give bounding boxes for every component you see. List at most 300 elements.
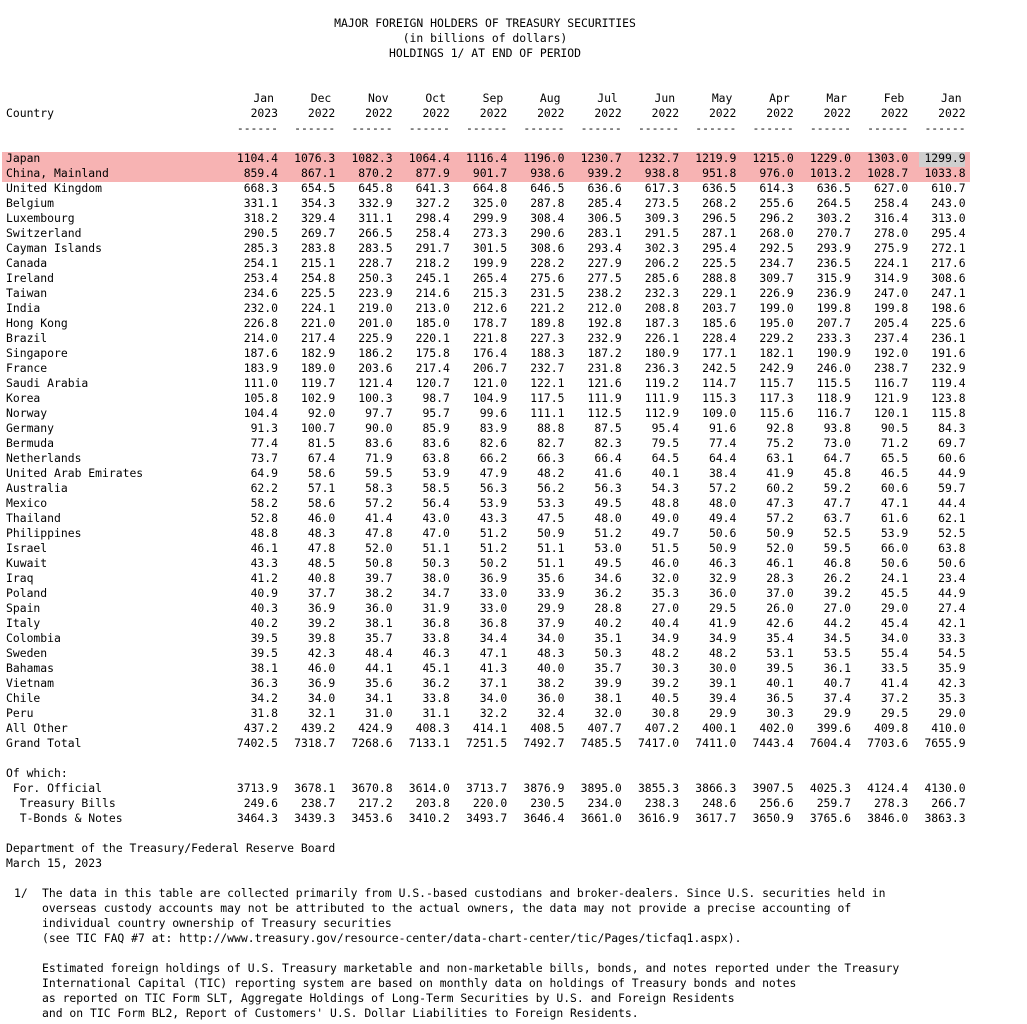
value-cell: 60.6 (938, 451, 966, 465)
value-cell: 292.5 (759, 241, 794, 255)
value-cell: 24.1 (880, 571, 909, 585)
subtotal-value-cell: 3713.9 (236, 781, 278, 795)
value-cell: 182.9 (301, 346, 336, 360)
column-separator: ------ (580, 121, 622, 135)
column-separator: ------ (294, 121, 336, 135)
country-name: Cayman Islands (6, 241, 103, 255)
value-cell: 283.8 (301, 241, 336, 255)
value-cell: 36.9 (307, 601, 336, 615)
value-cell: 36.5 (766, 691, 794, 705)
value-cell: 32.9 (708, 571, 737, 585)
value-cell: 52.0 (365, 541, 393, 555)
value-cell: 26.0 (766, 601, 794, 615)
column-separator: ------ (351, 121, 393, 135)
value-cell: 34.0 (880, 631, 909, 645)
value-cell: 636.5 (702, 181, 737, 195)
country-name: Taiwan (6, 286, 48, 300)
value-cell: 191.6 (931, 346, 966, 360)
value-cell: 34.4 (479, 631, 508, 645)
value-cell: 938.6 (530, 166, 565, 180)
country-name: Spain (6, 601, 41, 615)
value-cell: 38.1 (250, 661, 278, 675)
subtotal-value-cell: 266.7 (931, 796, 966, 810)
value-cell: 299.9 (472, 211, 508, 225)
value-cell: 48.2 (651, 646, 680, 660)
footnote-text-line: (see TIC FAQ #7 at: http://www.treasury.gov/resource-center/data-chart-center/tic/Pages/ticfaq1.aspx). (42, 931, 742, 945)
value-cell: 52.5 (823, 526, 851, 540)
country-name: Luxembourg (6, 211, 75, 225)
value-cell: 270.7 (816, 226, 851, 240)
value-cell: 111.1 (530, 406, 565, 420)
subtotal-value-cell: 3863.3 (924, 811, 966, 825)
value-cell: 208.8 (644, 301, 680, 315)
value-cell: 614.3 (759, 181, 794, 195)
value-cell: 27.4 (938, 601, 966, 615)
value-cell: 34.2 (250, 691, 278, 705)
value-cell: 7411.0 (695, 736, 737, 750)
value-cell: 28.3 (766, 571, 794, 585)
value-cell: 437.2 (243, 721, 278, 735)
value-cell: 65.5 (880, 451, 909, 465)
value-cell: 285.3 (243, 241, 278, 255)
column-header-year: 2022 (823, 106, 851, 120)
value-cell: 228.4 (702, 331, 737, 345)
value-cell: 7402.5 (236, 736, 278, 750)
value-cell: 303.2 (816, 211, 851, 225)
value-cell: 43.3 (250, 556, 278, 570)
value-cell: 58.3 (365, 481, 393, 495)
value-cell: 232.0 (243, 301, 278, 315)
value-cell: 77.4 (708, 436, 737, 450)
value-cell: 35.7 (365, 631, 393, 645)
country-name: Thailand (6, 511, 61, 525)
value-cell: 46.3 (422, 646, 450, 660)
value-cell: 38.1 (594, 691, 622, 705)
value-cell: 234.7 (759, 256, 794, 270)
value-cell: 79.5 (651, 436, 680, 450)
country-name: Poland (6, 586, 48, 600)
value-cell: 35.7 (594, 661, 622, 675)
value-cell: 29.9 (823, 706, 851, 720)
value-cell: 50.6 (880, 556, 909, 570)
value-cell: 71.2 (880, 436, 909, 450)
value-cell: 217.6 (931, 256, 966, 270)
value-cell: 664.8 (472, 181, 508, 195)
country-name: Bahamas (6, 661, 55, 675)
value-cell: 97.7 (365, 406, 393, 420)
value-cell: 277.5 (587, 271, 622, 285)
value-cell: 32.0 (651, 571, 680, 585)
subtotal-value-cell: 3907.5 (752, 781, 794, 795)
value-cell: 57.2 (766, 511, 794, 525)
column-header-year: 2022 (766, 106, 794, 120)
value-cell: 7485.5 (580, 736, 622, 750)
value-cell: 92.8 (766, 421, 794, 435)
value-cell: 236.3 (644, 361, 680, 375)
value-cell: 112.5 (587, 406, 622, 420)
value-cell: 47.8 (365, 526, 393, 540)
value-cell: 58.6 (307, 496, 336, 510)
value-cell: 269.7 (301, 226, 336, 240)
value-cell: 228.2 (530, 256, 565, 270)
value-cell: 40.8 (307, 571, 336, 585)
value-cell: 293.9 (816, 241, 851, 255)
value-cell: 34.0 (307, 691, 336, 705)
value-cell: 53.1 (766, 646, 794, 660)
value-cell: 47.1 (479, 646, 508, 660)
value-cell: 33.0 (479, 601, 508, 615)
value-cell: 35.9 (938, 661, 966, 675)
value-cell: 39.1 (708, 676, 737, 690)
value-cell: 215.3 (472, 286, 508, 300)
value-cell: 203.6 (358, 361, 393, 375)
value-cell: 227.9 (587, 256, 622, 270)
report-title: MAJOR FOREIGN HOLDERS OF TREASURY SECURITIES (334, 16, 636, 30)
value-cell: 238.7 (874, 361, 909, 375)
value-cell: 636.6 (587, 181, 622, 195)
column-header-year: 2022 (422, 106, 450, 120)
value-cell: 867.1 (301, 166, 336, 180)
value-cell: 646.5 (530, 181, 565, 195)
country-name: Grand Total (6, 736, 82, 750)
value-cell: 976.0 (759, 166, 794, 180)
value-cell: 38.0 (422, 571, 450, 585)
value-cell: 238.2 (587, 286, 622, 300)
value-cell: 36.9 (307, 676, 336, 690)
value-cell: 32.1 (307, 706, 336, 720)
value-cell: 232.9 (587, 331, 622, 345)
footnote-marker: 1/ (14, 886, 28, 900)
value-cell: 1104.4 (236, 151, 278, 165)
value-cell: 318.2 (243, 211, 278, 225)
value-cell: 273.3 (472, 226, 508, 240)
country-name: Chile (6, 691, 41, 705)
value-cell: 116.7 (816, 406, 851, 420)
value-cell: 53.9 (479, 496, 508, 510)
value-cell: 45.4 (880, 616, 909, 630)
subtotal-value-cell: 248.6 (702, 796, 737, 810)
value-cell: 49.5 (594, 556, 622, 570)
subtotal-value-cell: 259.7 (816, 796, 851, 810)
country-name: Australia (6, 481, 68, 495)
value-cell: 40.9 (250, 586, 278, 600)
value-cell: 59.7 (938, 481, 966, 495)
value-cell: 57.2 (365, 496, 393, 510)
value-cell: 34.9 (708, 631, 737, 645)
value-cell: 50.3 (422, 556, 450, 570)
value-cell: 35.4 (766, 631, 794, 645)
value-cell: 268.0 (759, 226, 794, 240)
value-cell: 185.0 (415, 316, 450, 330)
column-header-year: 2022 (880, 106, 909, 120)
value-cell: 47.0 (422, 526, 450, 540)
value-cell: 325.0 (472, 196, 508, 210)
column-separator: ------ (408, 121, 450, 135)
column-header-year: 2022 (365, 106, 393, 120)
column-header-month: Feb (883, 91, 905, 105)
subtotal-label: Treasury Bills (6, 796, 116, 810)
value-cell: 34.1 (365, 691, 393, 705)
source-agency: Department of the Treasury/Federal Reserve Board (6, 841, 336, 855)
value-cell: 39.9 (594, 676, 622, 690)
value-cell: 414.1 (472, 721, 508, 735)
value-cell: 331.1 (243, 196, 278, 210)
subtotal-value-cell: 3464.3 (236, 811, 278, 825)
value-cell: 245.1 (415, 271, 450, 285)
value-cell: 1232.7 (637, 151, 680, 165)
of-which-label: Of which: (6, 766, 68, 780)
value-cell: 56.2 (537, 481, 565, 495)
value-cell: 291.5 (644, 226, 680, 240)
subtotal-value-cell: 4124.4 (867, 781, 909, 795)
column-header-month: Mar (826, 91, 847, 105)
source-date: March 15, 2023 (6, 856, 103, 870)
value-cell: 29.9 (537, 601, 565, 615)
value-cell: 53.9 (880, 526, 909, 540)
column-header-month: Aug (539, 91, 561, 105)
value-cell: 1303.0 (867, 151, 909, 165)
value-cell: 33.5 (880, 661, 909, 675)
country-name: Italy (6, 616, 41, 630)
column-header-month: May (711, 91, 733, 105)
value-cell: 83.6 (422, 436, 450, 450)
value-cell: 73.7 (250, 451, 278, 465)
value-cell: 298.4 (415, 211, 450, 225)
value-cell: 64.5 (651, 451, 680, 465)
value-cell: 645.8 (358, 181, 393, 195)
value-cell: 332.9 (358, 196, 393, 210)
value-cell: 641.3 (415, 181, 450, 195)
value-cell: 234.6 (243, 286, 278, 300)
value-cell: 40.1 (651, 466, 680, 480)
value-cell: 39.5 (766, 661, 794, 675)
value-cell: 186.2 (358, 346, 393, 360)
value-cell: 40.5 (651, 691, 680, 705)
value-cell: 81.5 (307, 436, 336, 450)
value-cell: 55.4 (880, 646, 909, 660)
value-cell: 35.3 (938, 691, 966, 705)
value-cell: 183.9 (243, 361, 278, 375)
value-cell: 7133.1 (408, 736, 450, 750)
value-cell: 224.1 (874, 256, 909, 270)
value-cell: 188.3 (530, 346, 565, 360)
value-cell: 111.9 (587, 391, 622, 405)
value-cell: 308.4 (530, 211, 565, 225)
report-subtitle: HOLDINGS 1/ AT END OF PERIOD (388, 46, 582, 60)
value-cell: 233.3 (816, 331, 851, 345)
value-cell: 46.1 (766, 556, 794, 570)
value-cell: 51.1 (537, 541, 565, 555)
value-cell: 7604.4 (809, 736, 851, 750)
value-cell: 34.6 (594, 571, 622, 585)
value-cell: 67.4 (307, 451, 336, 465)
value-cell: 187.2 (587, 346, 622, 360)
value-cell: 266.5 (358, 226, 393, 240)
value-cell: 31.9 (422, 601, 450, 615)
subtotal-value-cell: 278.3 (874, 796, 909, 810)
value-cell: 49.4 (708, 511, 737, 525)
value-cell: 290.6 (530, 226, 565, 240)
value-cell: 275.6 (530, 271, 565, 285)
value-cell: 1013.2 (809, 166, 851, 180)
column-header-month: Apr (769, 91, 790, 105)
value-cell: 309.7 (759, 271, 794, 285)
value-cell: 329.4 (301, 211, 336, 225)
value-cell: 82.6 (479, 436, 508, 450)
value-cell: 60.2 (766, 481, 794, 495)
value-cell: 232.9 (931, 361, 966, 375)
value-cell: 1299.9 (924, 151, 966, 165)
value-cell: 217.4 (301, 331, 336, 345)
value-cell: 121.9 (874, 391, 909, 405)
value-cell: 285.4 (587, 196, 622, 210)
value-cell: 877.9 (415, 166, 450, 180)
country-name: Germany (6, 421, 55, 435)
value-cell: 187.6 (243, 346, 278, 360)
value-cell: 114.7 (702, 376, 737, 390)
value-cell: 176.4 (472, 346, 508, 360)
country-name: India (6, 301, 41, 315)
value-cell: 91.6 (708, 421, 737, 435)
value-cell: 104.4 (243, 406, 278, 420)
column-header-year: 2022 (708, 106, 737, 120)
value-cell: 39.2 (307, 616, 336, 630)
value-cell: 32.2 (479, 706, 508, 720)
value-cell: 36.0 (708, 586, 737, 600)
subtotal-value-cell: 220.0 (472, 796, 508, 810)
value-cell: 214.0 (243, 331, 278, 345)
value-cell: 29.5 (708, 601, 737, 615)
value-cell: 1082.3 (351, 151, 393, 165)
value-cell: 40.4 (651, 616, 680, 630)
value-cell: 41.4 (365, 511, 393, 525)
value-cell: 31.0 (365, 706, 393, 720)
value-cell: 424.9 (358, 721, 393, 735)
value-cell: 36.2 (594, 586, 622, 600)
value-cell: 617.3 (644, 181, 680, 195)
value-cell: 247.1 (931, 286, 966, 300)
value-cell: 46.1 (250, 541, 278, 555)
country-name: Kuwait (6, 556, 48, 570)
value-cell: 39.8 (307, 631, 336, 645)
value-cell: 296.2 (759, 211, 794, 225)
value-cell: 48.8 (250, 526, 278, 540)
value-cell: 73.0 (823, 436, 851, 450)
value-cell: 47.9 (479, 466, 508, 480)
value-cell: 57.1 (307, 481, 336, 495)
value-cell: 45.1 (422, 661, 450, 675)
value-cell: 215.1 (301, 256, 336, 270)
subtotal-value-cell: 234.0 (587, 796, 622, 810)
value-cell: 44.1 (365, 661, 393, 675)
value-cell: 100.3 (358, 391, 393, 405)
value-cell: 87.5 (594, 421, 622, 435)
column-header-year: 2023 (250, 106, 278, 120)
subtotal-value-cell: 217.2 (358, 796, 393, 810)
country-name: Iraq (6, 571, 34, 585)
value-cell: 30.3 (766, 706, 794, 720)
value-cell: 407.7 (587, 721, 622, 735)
value-cell: 242.5 (702, 361, 737, 375)
value-cell: 278.0 (874, 226, 909, 240)
value-cell: 53.5 (823, 646, 851, 660)
value-cell: 100.7 (301, 421, 336, 435)
column-separator: ------ (637, 121, 680, 135)
value-cell: 63.8 (938, 541, 966, 555)
value-cell: 95.7 (422, 406, 450, 420)
value-cell: 203.7 (702, 301, 737, 315)
value-cell: 231.8 (587, 361, 622, 375)
value-cell: 1230.7 (580, 151, 622, 165)
value-cell: 41.9 (766, 466, 794, 480)
subtotal-value-cell: 3765.6 (809, 811, 851, 825)
value-cell: 198.6 (931, 301, 966, 315)
value-cell: 115.7 (759, 376, 794, 390)
subtotal-label: For. Official (6, 781, 103, 795)
value-cell: 40.7 (823, 676, 851, 690)
value-cell: 48.4 (365, 646, 393, 660)
subtotal-value-cell: 3439.3 (294, 811, 336, 825)
value-cell: 63.8 (422, 451, 450, 465)
value-cell: 199.8 (816, 301, 851, 315)
subtotal-value-cell: 203.8 (415, 796, 450, 810)
value-cell: 56.3 (479, 481, 508, 495)
value-cell: 354.3 (301, 196, 336, 210)
value-cell: 439.2 (301, 721, 336, 735)
value-cell: 104.9 (472, 391, 508, 405)
value-cell: 64.9 (250, 466, 278, 480)
value-cell: 221.8 (472, 331, 508, 345)
column-separator: ------ (867, 121, 909, 135)
value-cell: 870.2 (358, 166, 393, 180)
value-cell: 219.0 (358, 301, 393, 315)
value-cell: 29.5 (880, 706, 909, 720)
value-cell: 52.5 (938, 526, 966, 540)
value-cell: 1064.4 (408, 151, 450, 165)
column-header-month: Nov (368, 91, 389, 105)
country-name: Bermuda (6, 436, 55, 450)
column-separator: ------ (466, 121, 508, 135)
value-cell: 120.7 (415, 376, 450, 390)
value-cell: 40.3 (250, 601, 278, 615)
value-cell: 42.3 (938, 676, 966, 690)
subtotal-value-cell: 238.7 (301, 796, 336, 810)
value-cell: 205.4 (874, 316, 909, 330)
value-cell: 50.9 (766, 526, 794, 540)
value-cell: 88.8 (537, 421, 565, 435)
value-cell: 7443.4 (752, 736, 794, 750)
value-cell: 64.4 (708, 451, 737, 465)
value-cell: 49.0 (651, 511, 680, 525)
value-cell: 627.0 (874, 181, 909, 195)
value-cell: 315.9 (816, 271, 851, 285)
value-cell: 636.5 (816, 181, 851, 195)
value-cell: 311.1 (358, 211, 393, 225)
value-cell: 37.4 (823, 691, 851, 705)
value-cell: 46.8 (823, 556, 851, 570)
value-cell: 206.7 (472, 361, 508, 375)
value-cell: 201.0 (358, 316, 393, 330)
column-header-year: 2022 (938, 106, 966, 120)
country-name: United Arab Emirates (6, 466, 144, 480)
value-cell: 207.7 (816, 316, 851, 330)
value-cell: 237.4 (874, 331, 909, 345)
value-cell: 283.1 (587, 226, 622, 240)
value-cell: 36.1 (823, 661, 851, 675)
subtotal-value-cell: 4130.0 (924, 781, 966, 795)
value-cell: 7492.7 (523, 736, 565, 750)
column-header-year: 2022 (307, 106, 336, 120)
